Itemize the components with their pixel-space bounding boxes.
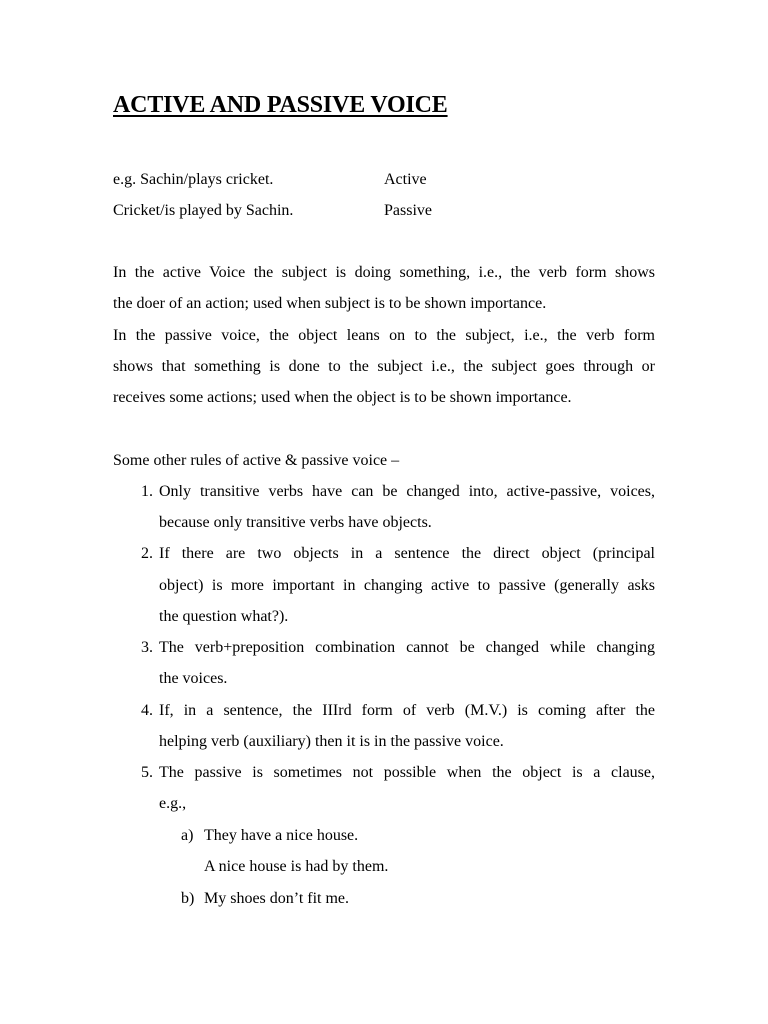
- rule-text-line: the question what?).: [159, 608, 289, 625]
- rule-text-line: object) is more important in changing active to passive (generally asks: [159, 577, 655, 594]
- rule-item-1-cont: [113, 511, 655, 535]
- rule-item-1: [113, 480, 655, 504]
- rule-text-line: The verb+preposition combination cannot be changed while changing: [159, 639, 655, 656]
- rule-text-line: If there are two objects in a sentence the direct object (principal: [159, 545, 655, 562]
- sub-example-text: A nice house is had by them.: [204, 858, 389, 875]
- rule-item-3: [113, 636, 655, 660]
- sub-example-text: My shoes don’t fit me.: [204, 890, 350, 907]
- rule-item-5: [113, 761, 655, 785]
- sub-example-a: [113, 824, 655, 848]
- passive-voice-paragraph-line: shows that something is done to the subject i.e., the subject goes through or: [113, 358, 655, 375]
- passive-voice-paragraph-line: receives some actions; used when the object is to be shown importance.: [113, 389, 572, 406]
- passive-voice-paragraph-line: In the passive voice, the object leans on to the subject, i.e., the verb form: [113, 327, 655, 344]
- rule-number: 1.: [141, 483, 153, 500]
- rule-text-line: The passive is sometimes not possible when the object is a clause,: [159, 764, 655, 781]
- rule-text-line: Only transitive verbs have can be changed into, active-passive, voices,: [159, 483, 655, 500]
- rule-text-line: helping verb (auxiliary) then it is in the passive voice.: [159, 733, 504, 750]
- sub-example-text: They have a nice house.: [204, 827, 359, 844]
- rule-text-line: because only transitive verbs have objects.: [159, 514, 432, 531]
- active-voice-paragraph-line: In the active Voice the subject is doing something, i.e., the verb form shows: [113, 264, 655, 281]
- rule-item-4: [113, 699, 655, 723]
- rule-number: 5.: [141, 764, 153, 781]
- rule-number: 4.: [141, 702, 153, 719]
- rule-text-line: e.g.,: [159, 795, 187, 812]
- rules-intro: Some other rules of active & passive voice –: [113, 452, 400, 469]
- page-title: ACTIVE AND PASSIVE VOICE: [113, 92, 448, 118]
- sub-example-a-passive: [113, 855, 655, 879]
- example-sentence: e.g. Sachin/plays cricket.: [113, 171, 274, 188]
- rule-item-2: [113, 542, 655, 566]
- rule-item-2-cont: [113, 574, 655, 598]
- rule-item-4-cont: [113, 730, 655, 754]
- sub-example-label: a): [181, 827, 194, 844]
- rule-text-line: the voices.: [159, 670, 228, 687]
- rule-item-3-cont: [113, 667, 655, 691]
- example-voice-label: Passive: [384, 202, 432, 219]
- rule-item-2-cont: [113, 605, 655, 629]
- rule-number: 2.: [141, 545, 153, 562]
- active-voice-paragraph-line: the doer of an action; used when subject is to be shown importance.: [113, 295, 547, 312]
- sub-example-label: b): [181, 890, 195, 907]
- example-voice-label: Active: [384, 171, 427, 188]
- rule-number: 3.: [141, 639, 153, 656]
- rule-text-line: If, in a sentence, the IIIrd form of verb (M.V.) is coming after the: [159, 702, 655, 719]
- example-sentence: Cricket/is played by Sachin.: [113, 202, 294, 219]
- sub-example-b: [113, 887, 655, 911]
- rule-item-5-cont: [113, 792, 655, 816]
